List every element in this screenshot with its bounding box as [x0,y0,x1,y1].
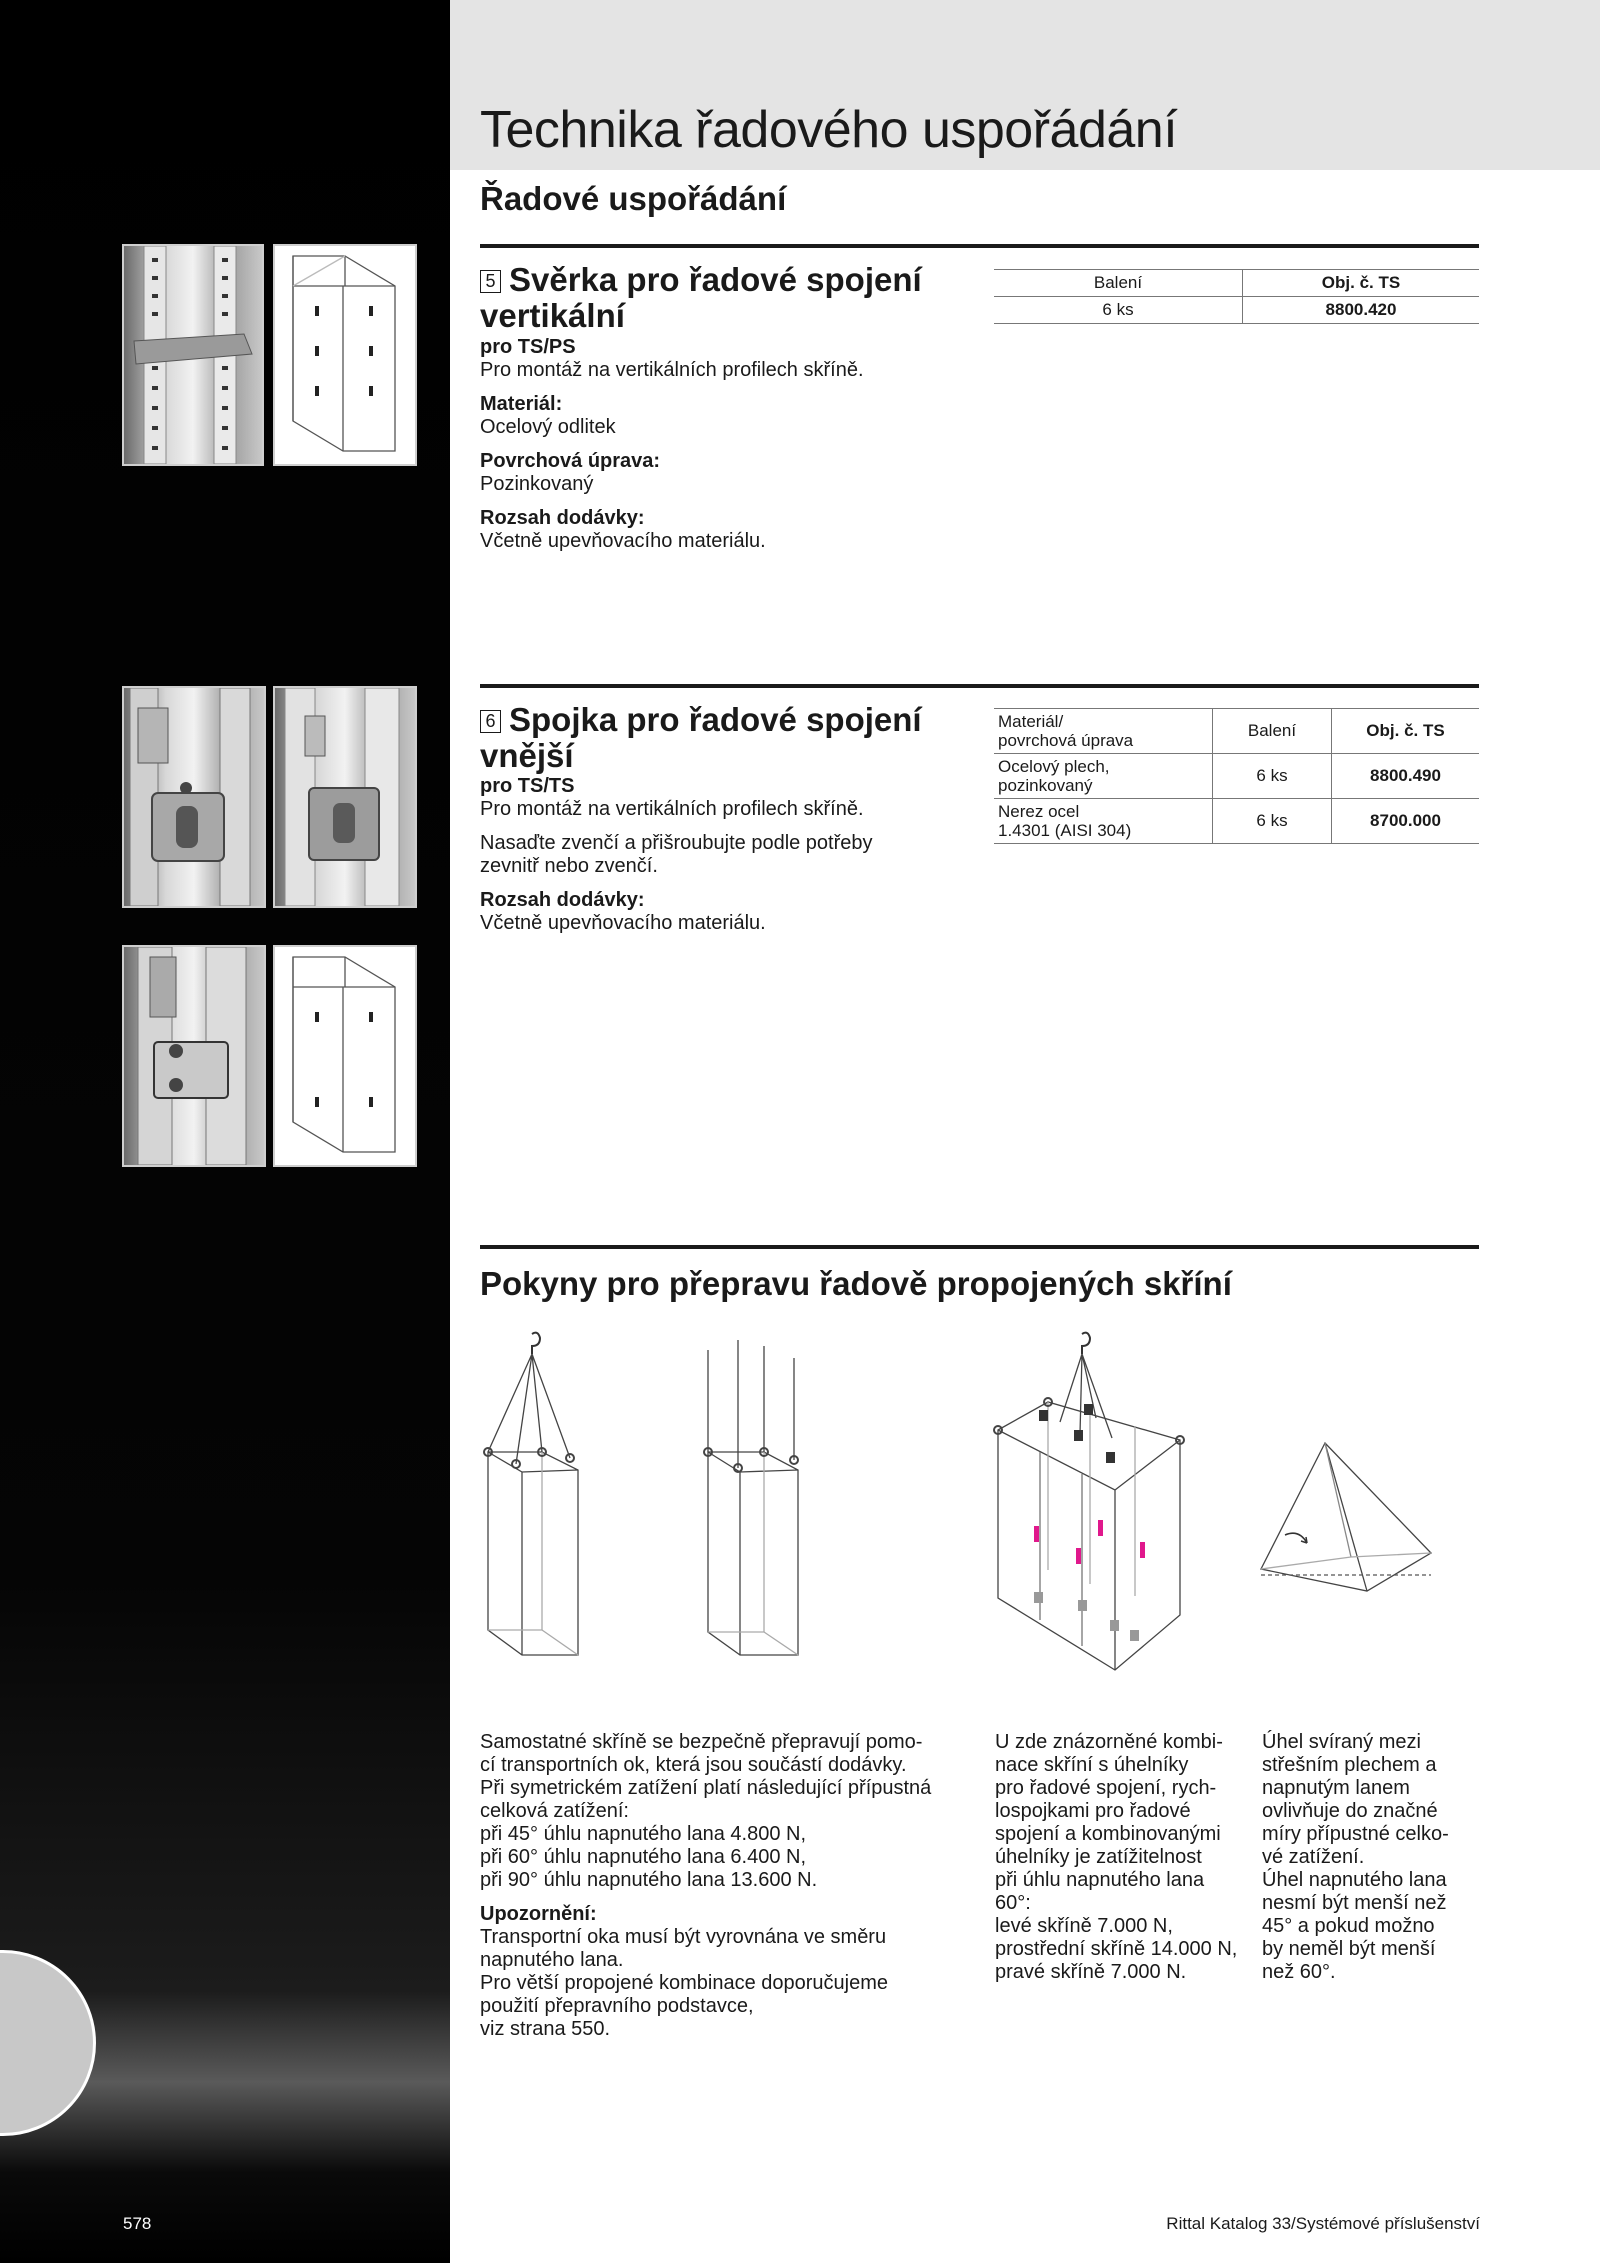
single-cabinet-one-hook-figure [470,1330,600,1660]
text-line: Samostatné skříně se bezpečně přepravují pomo- [480,1731,923,1753]
text-line: Při symetrickém zatížení platí následující přípustná [480,1777,932,1799]
table-header-line: Materiál/ [998,712,1064,731]
rope-angle-pyramid-figure [1255,1435,1435,1615]
material-line: Nerez ocel [998,802,1080,821]
transport-column-3 [1262,1731,1482,1984]
product5-for: pro TS/PS [480,336,576,358]
table-cell-order-number: 8700.000 [1332,799,1480,844]
section-rule [480,684,1479,688]
text-line: Transportní oka musí být vyrovnána ve směru [480,1926,887,1948]
transport-column-1 [480,1731,980,2041]
text-line: lospojkami pro řadové [995,1800,1191,1822]
table-row [994,799,1479,844]
table-header [994,709,1213,754]
text-line: pravé skříně 7.000 N. [995,1961,1187,1983]
product5-material-label: Materiál: [480,393,563,415]
product6-order-table [994,708,1479,844]
product6-description [480,775,873,935]
product6-note-line1: Nasaďte zvenčí a přišroubujte podle potřeby [480,832,873,854]
text-line: celková zatížení: [480,1800,629,1822]
product6-note-line2: zevnitř nebo zvenčí. [480,855,658,877]
section-title: Řadové uspořádání [480,180,787,217]
product5-scope-label: Rozsah dodávky: [480,507,645,529]
table-header-line: povrchová úprava [998,731,1134,750]
cabinet-combination-figure [990,1330,1190,1680]
table-row [994,297,1479,324]
table-cell-material [994,799,1213,844]
item-number-badge: 5 [480,270,501,293]
text-line: viz strana 550. [480,2018,611,2040]
product5-title-line2: vertikální [480,297,625,334]
product6-title-line1: Spojka pro řadové spojení [509,701,922,738]
text-line: použití přepravního podstavce, [480,1995,754,2017]
table-cell-pack: 6 ks [1213,799,1332,844]
text-line: prostřední skříně 14.000 N, [995,1938,1238,1960]
page-number: 578 [123,2214,152,2233]
text-line: U zde znázorněné kombi- [995,1731,1223,1753]
table-header: Obj. č. TS [1243,270,1480,297]
table-cell-order-number: 8800.490 [1332,754,1480,799]
text-line: úhelníky je zatížitelnost [995,1846,1202,1868]
material-line: Ocelový plech, [998,757,1110,776]
table-header: Obj. č. TS [1332,709,1480,754]
text-line: pro řadové spojení, rych- [995,1777,1217,1799]
product5-surface: Pozinkovaný [480,473,594,495]
text-line: Úhel napnutého lana [1262,1869,1447,1891]
text-line: při 45° úhlu napnutého lana 4.800 N, [480,1823,807,1845]
product6-title [480,702,922,774]
text-line: by neměl být menší [1262,1938,1436,1960]
text-line: napnutým lanem [1262,1777,1410,1799]
table-header: Balení [994,270,1243,297]
text-line: než 60°. [1262,1961,1336,1983]
table-row [994,754,1479,799]
product5-title [480,262,922,334]
table-cell-order-number: 8800.420 [1243,297,1480,324]
text-line: nesmí být menší než [1262,1892,1447,1914]
text-line: Úhel svíraný mezi [1262,1731,1421,1753]
warning-label: Upozornění: [480,1903,597,1925]
text-line: střešním plechem a [1262,1754,1437,1776]
text-line: 45° a pokud možno [1262,1915,1435,1937]
text-line: při 90° úhlu napnutého lana 13.600 N. [480,1869,818,1891]
product6-for: pro TS/TS [480,775,575,797]
item-number-badge: 6 [480,710,501,733]
transport-column-2 [995,1731,1255,1984]
text-line: nace skříní s úhelníky [995,1754,1189,1776]
product6-title-line2: vnější [480,737,574,774]
text-line: levé skříně 7.000 N, [995,1915,1173,1937]
product5-mounting: Pro montáž na vertikálních profilech skříně. [480,359,864,381]
text-line: 60°: [995,1892,1031,1914]
product6-scope-label: Rozsah dodávky: [480,889,645,911]
product6-photo-3 [122,945,266,1167]
product5-material: Ocelový odlitek [480,416,616,438]
single-cabinet-vertical-ropes-figure [690,1340,810,1660]
product6-mounting: Pro montáž na vertikálních profilech skříně. [480,798,864,820]
text-line: při úhlu napnutého lana [995,1869,1205,1891]
table-header: Balení [1213,709,1332,754]
product6-photo-2 [273,686,417,908]
text-line: napnutého lana. [480,1949,624,1971]
table-cell-pack: 6 ks [1213,754,1332,799]
table-cell-material [994,754,1213,799]
product6-scope: Včetně upevňovacího materiálu. [480,912,766,934]
catalog-footer: Rittal Katalog 33/Systémové příslušenství [1166,2214,1480,2233]
product5-photo [122,244,264,466]
text-line: Pro větší propojené kombinace doporučujeme [480,1972,889,1994]
material-line: 1.4301 (AISI 304) [998,821,1132,840]
product5-diagram [273,244,417,466]
text-line: míry přípustné celko- [1262,1823,1449,1845]
text-line: spojení a kombinovanými [995,1823,1221,1845]
product5-scope: Včetně upevňovacího materiálu. [480,530,766,552]
text-line: vé zatížení. [1262,1846,1365,1868]
text-line: při 60° úhlu napnutého lana 6.400 N, [480,1846,807,1868]
product5-description [480,336,864,553]
product5-title-line1: Svěrka pro řadové spojení [509,261,922,298]
text-line: ovlivňuje do značné [1262,1800,1438,1822]
product5-surface-label: Povrchová úprava: [480,450,661,472]
product5-order-table [994,269,1479,324]
text-line: cí transportních ok, která jsou součástí dodávky. [480,1754,907,1776]
product6-photo-1 [122,686,266,908]
section-rule [480,244,1479,248]
table-cell-pack: 6 ks [994,297,1243,324]
page-title: Technika řadového uspořádání [480,101,1178,159]
section-rule [480,1245,1479,1249]
product6-diagram [273,945,417,1167]
transport-title: Pokyny pro přepravu řadově propojených skříní [480,1265,1232,1302]
material-line: pozinkovaný [998,776,1093,795]
